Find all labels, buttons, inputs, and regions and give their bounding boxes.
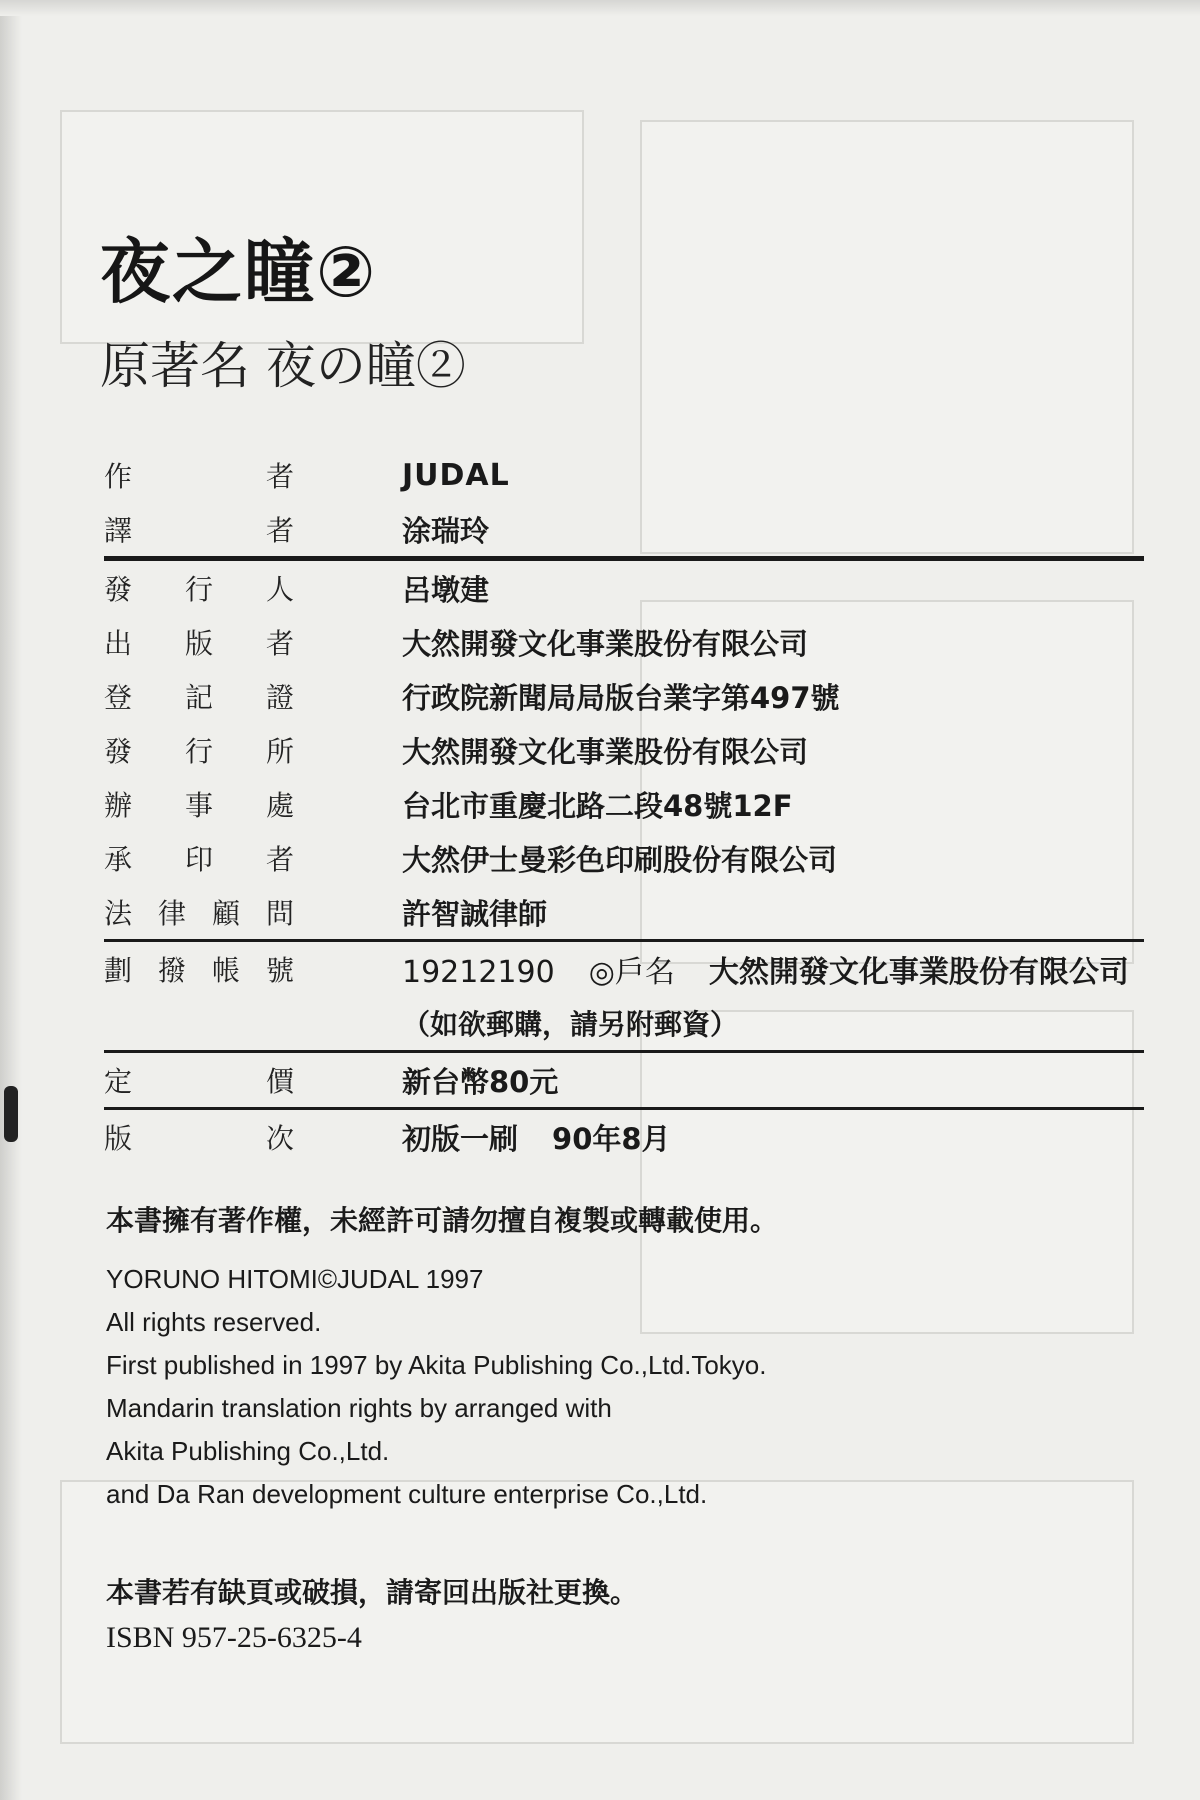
colophon-row-printer (104, 831, 1144, 885)
colophon-value: 大然開發文化事業股份有限公司 (402, 626, 809, 661)
colophon-row-price (104, 1050, 1144, 1107)
colophon-label: 承印者 (104, 843, 294, 876)
colophon-label: 譯者 (104, 514, 294, 547)
colophon-table (104, 448, 1144, 1164)
colophon-row-distributor (104, 723, 1144, 777)
colophon-label: 辦事處 (104, 789, 294, 822)
footer-block (106, 1568, 638, 1658)
rights-line: Akita Publishing Co.,Ltd. (106, 1436, 390, 1466)
copyright-notice: 本書擁有著作權，未經許可請勿擅自複製或轉載使用。 (106, 1204, 779, 1237)
postal-note: （如欲郵購，請另附郵資） (402, 1008, 739, 1041)
colophon-row-office (104, 777, 1144, 831)
colophon-value: 呂墩建 (402, 572, 490, 607)
colophon-label: 出版者 (104, 627, 294, 660)
colophon-row-postal-note (104, 996, 1144, 1050)
colophon-value: 台北市重慶北路二段48號12F (402, 788, 793, 823)
book-title: 夜之瞳② (100, 231, 378, 313)
colophon-value: JUDAL (402, 457, 510, 493)
colophon-value (402, 947, 1129, 991)
colophon-label: 發行所 (104, 735, 294, 768)
colophon-row-author (104, 448, 1144, 502)
colophon-row-registration (104, 669, 1144, 723)
colophon-row-translator (104, 502, 1144, 556)
edition-date: 90年8月 (552, 1121, 671, 1156)
colophon-row-postal-account (104, 939, 1144, 996)
rights-line: First published in 1997 by Akita Publishing Co.,Ltd.Tokyo. (106, 1350, 767, 1380)
colophon-row-edition (104, 1107, 1144, 1164)
colophon-value: 新台幣80元 (402, 1064, 559, 1099)
original-title: 原著名 夜の瞳② (100, 337, 466, 395)
colophon-value: 行政院新聞局局版台業字第497號 (402, 680, 840, 715)
colophon-label: 法律顧問 (104, 897, 294, 930)
rights-line: Mandarin translation rights by arranged with (106, 1393, 612, 1423)
colophon-label: 作者 (104, 460, 294, 493)
rights-block (106, 1196, 1146, 1516)
account-name: 大然開發文化事業股份有限公司 (708, 955, 1129, 990)
colophon-label: 劃撥帳號 (104, 954, 294, 987)
edition: 初版一刷 (402, 1121, 519, 1156)
account-number: 19212190 (402, 955, 555, 990)
colophon-value: 大然開發文化事業股份有限公司 (402, 734, 809, 769)
colophon-value: 許智誠律師 (402, 896, 548, 931)
page-top-shadow (0, 0, 1200, 16)
colophon-label: 定價 (104, 1065, 294, 1098)
colophon-row-publisher (104, 615, 1144, 669)
damage-notice: 本書若有缺頁或破損，請寄回出版社更換。 (106, 1576, 639, 1609)
rights-line: YORUNO HITOMI©JUDAL 1997 (106, 1264, 484, 1294)
colophon-value: 涂瑞玲 (402, 513, 490, 548)
isbn: ISBN 957-25-6325-4 (106, 1621, 362, 1654)
rights-line: and Da Ran development culture enterprise Co.,Ltd. (106, 1479, 708, 1509)
page-edge-shadow (0, 0, 22, 1800)
colophon-label: 登記證 (104, 681, 294, 714)
colophon-row-publisher-person (104, 556, 1144, 615)
binding-mark (4, 1086, 18, 1142)
account-name-label: ◎戶名 (588, 955, 675, 990)
colophon-value (402, 1117, 671, 1158)
colophon-row-legal (104, 885, 1144, 939)
colophon-value: 大然伊士曼彩色印刷股份有限公司 (402, 842, 838, 877)
colophon-label: 發行人 (104, 573, 294, 606)
rights-line: All rights reserved. (106, 1307, 322, 1337)
colophon-label: 版次 (104, 1122, 294, 1155)
